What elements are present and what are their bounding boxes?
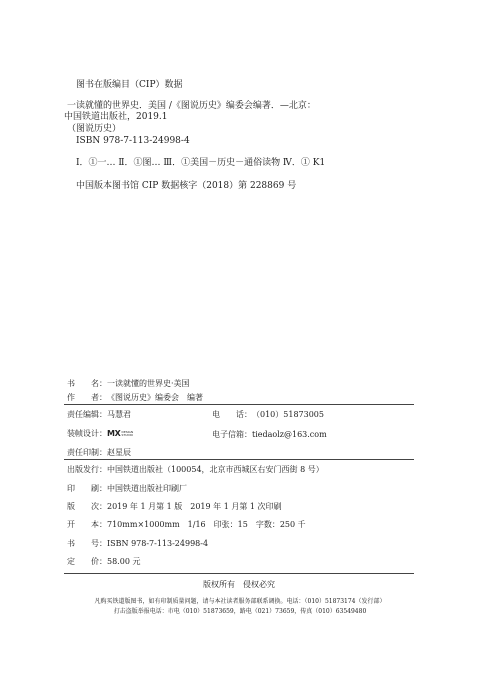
print-supervisor-label: 责任印制： (67, 448, 107, 457)
phone-value: （010）51873005 (252, 410, 324, 419)
quality-notice: 凡购买铁道版图书，如有印制质量问题，请与本社读者服务部联系调换。电话：（010）51873174（发行部） (94, 598, 386, 605)
cip-line-title: 一读就懂的世界史．美国 /《图说历史》编委会编著．—北京： (67, 101, 316, 111)
colophon-editor-row (67, 410, 131, 420)
divider-1 (64, 404, 414, 405)
title-value: 一读就懂的世界史·美国 (107, 379, 190, 388)
email-label: 电子信箱： (212, 430, 252, 439)
price-value: 58.00 元 (107, 557, 141, 566)
divider-3 (64, 573, 414, 574)
author-label: 作 者： (67, 393, 107, 402)
mx-design-logo-sub: DESIGN STUDIO (121, 429, 134, 437)
editor-value: 马慧君 (107, 410, 131, 419)
edition-value: 2019 年 1 月第 1 版 2019 年 1 月第 1 次印刷 (107, 502, 282, 511)
colophon-design-row (67, 429, 144, 439)
colophon-isbn-row (67, 539, 208, 549)
colophon-title-row (67, 379, 190, 389)
colophon-print-supervisor-row (67, 448, 131, 458)
price-label: 定 价： (67, 557, 107, 566)
email-value: tiedaolz@163.com (252, 430, 327, 439)
copyright-notice: 版权所有 侵权必究 (203, 580, 275, 589)
mx-design-logo: MX (107, 429, 121, 438)
title-label: 书 名： (67, 379, 107, 388)
printer-value: 中国铁道出版社印刷厂 (107, 484, 187, 493)
piracy-hotline: 打击盗版举报电话：市电（010）51873659，路电（021）73659，传真（010）63549480 (113, 608, 367, 615)
printer-label: 印 刷： (67, 484, 107, 493)
design-label: 装帧设计： (67, 429, 107, 438)
editor-label: 责任编辑： (67, 410, 107, 419)
colophon-publisher-row (67, 465, 324, 475)
edition-label: 版 次： (67, 502, 107, 511)
colophon-phone-row (212, 410, 324, 420)
isbn-label: 书 号： (67, 539, 107, 548)
cip-isbn: ISBN 978-7-113-24998-4 (76, 136, 190, 146)
print-supervisor-value: 赵星辰 (107, 448, 131, 457)
colophon-format-row (67, 520, 306, 530)
publisher-value: 中国铁道出版社（100054，北京市西城区右安门西街 8 号） (107, 465, 324, 474)
colophon-price-row (67, 557, 140, 567)
publisher-label: 出版发行： (67, 465, 107, 474)
cip-line-publisher: 中国铁道出版社，2019.1 (64, 112, 168, 122)
cip-line-series: （图说历史） (67, 124, 122, 134)
colophon-edition-row (67, 502, 282, 512)
author-value: 《图说历史》编委会 编著 (107, 393, 203, 402)
cip-heading: 图书在版编目（CIP）数据 (76, 80, 183, 90)
divider-2 (64, 459, 414, 460)
format-value: 710mm×1000mm 1/16 印张：15 字数：250 千 (107, 520, 306, 529)
colophon-printer-row (67, 484, 187, 494)
colophon-author-row (67, 393, 203, 403)
format-label: 开 本： (67, 520, 107, 529)
isbn-value: ISBN 978-7-113-24998-4 (107, 539, 209, 548)
colophon-email-row (212, 430, 327, 440)
cip-core-data: 中国版本图书馆 CIP 数据核字（2018）第 228869 号 (76, 181, 297, 191)
phone-label: 电 话： (212, 410, 252, 419)
cip-classification: Ⅰ．①一… Ⅱ．①图… Ⅲ．①美国－历史－通俗读物 Ⅳ．① K1 (76, 158, 326, 168)
